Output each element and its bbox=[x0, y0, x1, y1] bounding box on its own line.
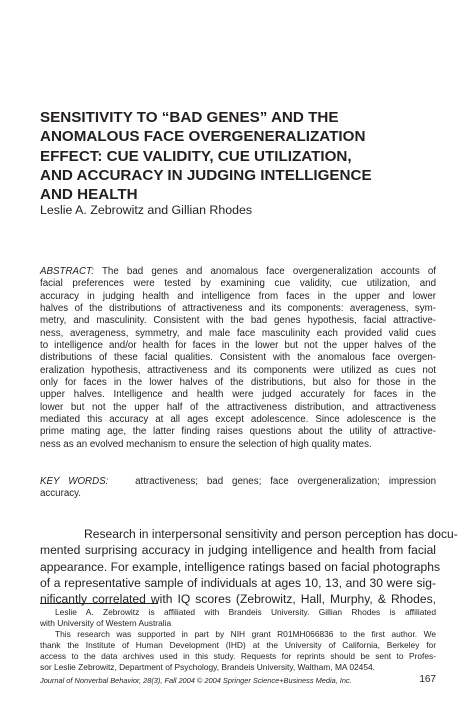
abstract-line: eralization hypothesis, attractiveness and its components were utilized as cues not bbox=[40, 364, 436, 376]
body-line: nificantly correlated with IQ scores (Zebrowitz, Hall, Murphy, & Rhodes, bbox=[40, 592, 436, 607]
title-line: ANOMALOUS FACE OVERGENERALIZATION bbox=[40, 128, 366, 146]
page-number: 167 bbox=[419, 674, 436, 685]
author-list: Leslie A. Zebrowitz and Gillian Rhodes bbox=[40, 203, 253, 217]
abstract-line: mediated this accuracy at all ages except adolescence. Since adolescence is the bbox=[40, 414, 436, 426]
title-line: EFFECT: CUE VALIDITY, CUE UTILIZATION, bbox=[40, 147, 352, 165]
abstract-line: ness, averageness, symmetry, and male face masculinity each provided valid cues bbox=[40, 327, 436, 339]
keywords bbox=[40, 476, 436, 501]
title-line: AND HEALTH bbox=[40, 186, 138, 204]
keywords-text: attractiveness; bad genes; face overgeneralization; impression bbox=[135, 476, 436, 487]
body-line: of a representative sample of individuals at ages 10, 13, and 30 were sig- bbox=[40, 575, 436, 590]
abstract-line: lower but not the upper half of the attractiveness distribution, and attractiveness bbox=[40, 401, 436, 413]
footnotes bbox=[40, 607, 436, 673]
abstract-line: halves of the distributions of attractiveness and its components: averageness, sym- bbox=[40, 303, 436, 315]
abstract-line: prime mating age, the latter finding raises questions about the utility of attractive- bbox=[40, 426, 436, 438]
body-line: mented surprising accuracy in judging intelligence and health from facial bbox=[40, 543, 436, 558]
abstract-line bbox=[40, 266, 436, 278]
abstract bbox=[40, 266, 436, 451]
abstract-line: facial preferences were tested by examining cue validity, cue utilization, and bbox=[40, 278, 436, 290]
abstract-line: metry, and masculinity. Consistent with the bad genes hypothesis, facial attractive- bbox=[40, 315, 436, 327]
abstract-label: ABSTRACT: bbox=[40, 266, 94, 277]
title-line: AND ACCURACY IN JUDGING INTELLIGENCE bbox=[40, 166, 372, 184]
journal-citation: Journal of Nonverbal Behavior, 28(3), Fall 2004 © 2004 Springer Science+Business Media, Inc. bbox=[40, 676, 352, 685]
abstract-line: accuracy in judging health and intelligence from faces in the upper and lower bbox=[40, 290, 436, 302]
body-paragraph bbox=[40, 526, 458, 607]
footnote-line: Leslie A. Zebrowitz is affiliated with Brandeis University. Gillian Rhodes is affiliated bbox=[55, 607, 436, 617]
title-line: SENSITIVITY TO “BAD GENES” AND THE bbox=[40, 109, 339, 126]
footnote-divider bbox=[40, 603, 158, 604]
abstract-text: The bad genes and anomalous face overgeneralization accounts of bbox=[101, 266, 436, 277]
footnote-line: access to the data archives used in this study. Requests for reprints should be sent to Profes- bbox=[40, 651, 436, 661]
body-line: Research in interpersonal sensitivity and person perception has docu- bbox=[84, 527, 458, 541]
abstract-line: to intelligence and/or health for faces in the lower but not the upper halves of the bbox=[40, 340, 436, 352]
footnote-line: This research was supported in part by NIH grant R01MH066836 to the first author. We bbox=[55, 629, 436, 639]
keywords-line bbox=[40, 476, 436, 488]
abstract-line: only for faces in the lower halves of the distributions, but also for those in the bbox=[40, 377, 436, 389]
abstract-line: ness as an evolved mechanism to ensure the selection of high quality mates. bbox=[40, 438, 372, 450]
footnote-line: sor Leslie Zebrowitz, Department of Psychology, Brandeis University, Waltham, MA 02454. bbox=[40, 662, 375, 672]
paper-title bbox=[40, 108, 440, 204]
keywords-label: KEY WORDS: bbox=[40, 476, 109, 487]
keywords-line: accuracy. bbox=[40, 488, 81, 500]
footnote-line: thank the Institute of Human Development (IHD) at the University of California, Berkeley for bbox=[40, 640, 436, 650]
body-line: appearance. For example, intelligence ratings based on facial photographs bbox=[40, 559, 441, 574]
footnote-line: with University of Western Australia bbox=[40, 618, 172, 628]
abstract-line: distributions of these facial qualities. Consistent with the anomalous face overgen- bbox=[40, 352, 436, 364]
abstract-line: upper halves. Intelligence and health were judged accurately for faces in the bbox=[40, 389, 436, 401]
